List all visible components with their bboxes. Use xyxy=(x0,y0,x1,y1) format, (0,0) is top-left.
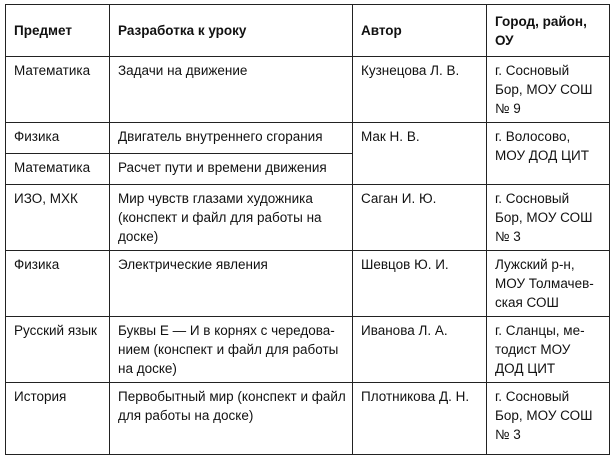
cell-location: г. Сосновый Бор, МОУ СОШ № 9 xyxy=(487,57,610,123)
table-row xyxy=(6,317,610,383)
cell-lesson: Задачи на движение xyxy=(110,57,353,123)
cell-lesson: Двигатель внутреннего сгорания xyxy=(110,123,353,154)
cell-lesson: Мир чувств глазами художника (конспект и файл для работы на доске) xyxy=(110,185,353,251)
lessons-table xyxy=(5,4,610,455)
header-author: Автор xyxy=(353,5,487,57)
cell-location: г. Волосово, МОУ ДОД ЦИТ xyxy=(487,123,610,185)
cell-lesson: Первобытный мир (конспект и файл для работы на доске) xyxy=(110,383,353,455)
cell-author: Иванова Л. А. xyxy=(353,317,487,383)
cell-subject: История xyxy=(6,383,110,455)
table-row xyxy=(6,251,610,317)
cell-subject: Математика xyxy=(6,154,110,185)
table-row xyxy=(6,185,610,251)
cell-subject: Математика xyxy=(6,57,110,123)
cell-author: Мак Н. В. xyxy=(353,123,487,185)
cell-subject: Физика xyxy=(6,123,110,154)
cell-author: Кузнецова Л. В. xyxy=(353,57,487,123)
cell-location: г. Сланцы, ме- тодист МОУ ДОД ЦИТ xyxy=(487,317,610,383)
header-location: Город, район, ОУ xyxy=(487,5,610,57)
cell-lesson: Буквы Е — И в корнях с чередова- нием (конспект и файл для работы на доске) xyxy=(110,317,353,383)
header-lesson: Разработка к уроку xyxy=(110,5,353,57)
cell-location: г. Сосновый Бор, МОУ СОШ № 3 xyxy=(487,185,610,251)
table-row xyxy=(6,123,610,154)
table-row xyxy=(6,383,610,455)
table-row xyxy=(6,57,610,123)
table-header-row xyxy=(6,5,610,57)
cell-lesson: Электрические явления xyxy=(110,251,353,317)
cell-subject: Физика xyxy=(6,251,110,317)
cell-author: Шевцов Ю. И. xyxy=(353,251,487,317)
cell-subject: ИЗО, МХК xyxy=(6,185,110,251)
header-subject: Предмет xyxy=(6,5,110,57)
cell-subject: Русский язык xyxy=(6,317,110,383)
cell-author: Саган И. Ю. xyxy=(353,185,487,251)
cell-location: Лужский р-н, МОУ Толмачев- ская СОШ xyxy=(487,251,610,317)
cell-location: г. Сосновый Бор, МОУ СОШ № 3 xyxy=(487,383,610,455)
cell-lesson: Расчет пути и времени движения xyxy=(110,154,353,185)
cell-author: Плотникова Д. Н. xyxy=(353,383,487,455)
